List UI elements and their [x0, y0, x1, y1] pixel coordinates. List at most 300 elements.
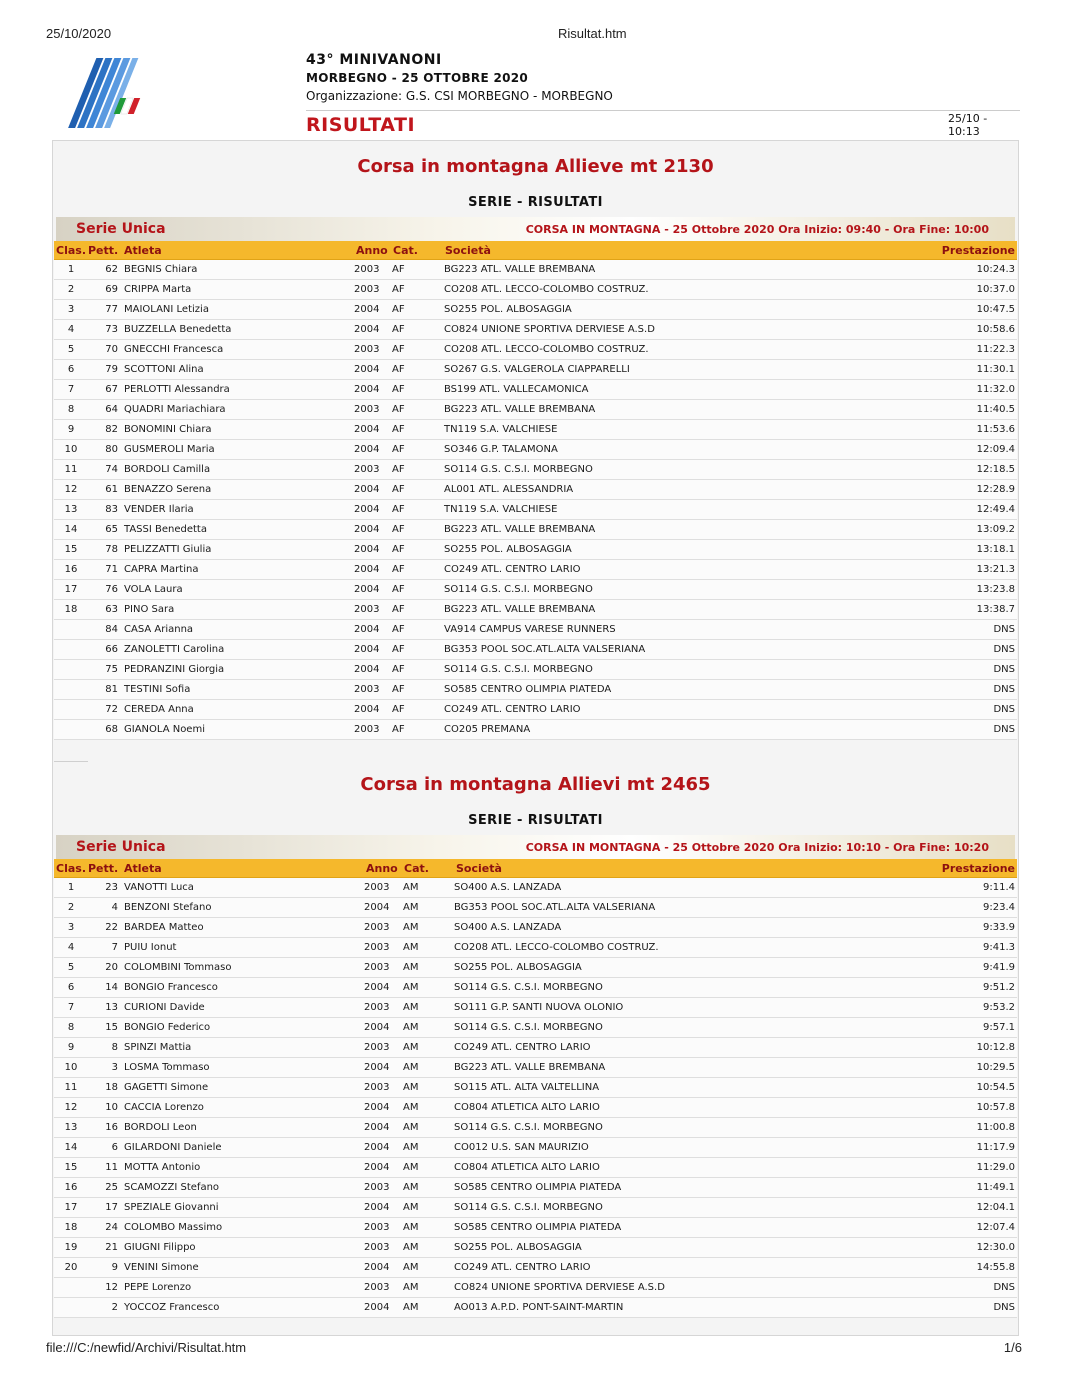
cell-cat: AF [392, 624, 405, 635]
event-title: 43° MINIVANONI [306, 52, 442, 68]
serie-bar [56, 217, 1015, 241]
cell-prestazione: DNS [993, 644, 1015, 655]
cell-pett: 14 [105, 982, 118, 993]
cell-prestazione: 10:57.8 [976, 1102, 1015, 1113]
event-subtitle: MORBEGNO - 25 OTTOBRE 2020 [306, 71, 529, 85]
cell-atleta: COLOMBO Massimo [124, 1222, 223, 1233]
cell-anno: 2003 [364, 1282, 390, 1293]
cell-societa: SO255 POL. ALBOSAGGIA [444, 544, 572, 555]
cell-prestazione: 11:32.0 [976, 384, 1015, 395]
cell-atleta: BONGIO Francesco [124, 982, 218, 993]
cell-clas: 9 [67, 1042, 75, 1053]
cell-cat: AF [392, 304, 405, 315]
cell-cat: AM [403, 1162, 419, 1173]
cell-clas: 6 [67, 364, 75, 375]
cell-cat: AF [392, 284, 405, 295]
cell-pett: 73 [105, 324, 118, 335]
cell-societa: SO115 ATL. ALTA VALTELLINA [454, 1082, 600, 1093]
cell-clas: 12 [64, 1102, 78, 1113]
cell-atleta: VOLA Laura [124, 584, 183, 595]
cell-societa: SO585 CENTRO OLIMPIA PIATEDA [454, 1182, 622, 1193]
cell-prestazione: DNS [993, 724, 1015, 735]
cell-atleta: PINO Sara [124, 604, 175, 615]
cell-anno: 2004 [364, 1142, 390, 1153]
cell-societa: CO208 ATL. LECCO-COLOMBO COSTRUZ. [454, 942, 659, 953]
cell-anno: 2004 [364, 1162, 390, 1173]
timestamp-date: 25/10 - [948, 112, 988, 125]
cell-cat: AM [403, 1042, 419, 1053]
cell-anno: 2004 [364, 982, 390, 993]
cell-atleta: COLOMBINI Tommaso [124, 962, 232, 973]
cell-anno: 2004 [354, 624, 380, 635]
cell-cat: AF [392, 524, 405, 535]
cell-pett: 75 [105, 664, 118, 675]
table-row [54, 878, 1017, 898]
cell-anno: 2003 [364, 1182, 390, 1193]
cell-clas: 10 [64, 444, 78, 455]
cell-societa: SO267 G.S. VALGEROLA CIAPPARELLI [444, 364, 630, 375]
table-row [54, 280, 1017, 300]
cell-prestazione: 11:30.1 [976, 364, 1015, 375]
cell-clas: 3 [67, 304, 75, 315]
cell-pett: 65 [105, 524, 118, 535]
cell-anno: 2003 [354, 724, 380, 735]
table-row [54, 1218, 1017, 1238]
cell-clas: 18 [64, 1222, 78, 1233]
table-row [54, 1258, 1017, 1278]
cell-societa: VA914 CAMPUS VARESE RUNNERS [444, 624, 616, 635]
cell-atleta: BEGNIS Chiara [124, 264, 198, 275]
cell-cat: AM [403, 942, 419, 953]
cell-anno: 2004 [354, 364, 380, 375]
cell-prestazione: 9:23.4 [983, 902, 1015, 913]
serie-info: CORSA IN MONTAGNA - 25 Ottobre 2020 Ora Inizio: 10:10 - Ora Fine: 10:20 [525, 841, 989, 854]
cell-prestazione: 10:29.5 [976, 1062, 1015, 1073]
table-row [54, 580, 1017, 600]
cell-atleta: GUSMEROLI Maria [124, 444, 215, 455]
cell-clas: 5 [67, 344, 75, 355]
table-row [54, 918, 1017, 938]
cell-cat: AF [392, 604, 405, 615]
cell-societa: CO249 ATL. CENTRO LARIO [444, 564, 581, 575]
event-organizer: Organizzazione: G.S. CSI MORBEGNO - MORBEGNO [306, 89, 613, 103]
col-pett: Pett. [88, 244, 119, 257]
cell-societa: CO824 UNIONE SPORTIVA DERVIESE A.S.D [454, 1282, 665, 1293]
cell-prestazione: 9:41.3 [983, 942, 1015, 953]
cell-atleta: ZANOLETTI Carolina [124, 644, 225, 655]
cell-atleta: BONOMINI Chiara [124, 424, 212, 435]
cell-atleta: VANOTTI Luca [124, 882, 194, 893]
cell-prestazione: 12:04.1 [976, 1202, 1015, 1213]
cell-pett: 6 [111, 1142, 118, 1153]
results-heading: RISULTATI [306, 114, 416, 136]
cell-cat: AM [403, 1142, 419, 1153]
table-row [54, 380, 1017, 400]
cell-societa: CO012 U.S. SAN MAURIZIO [454, 1142, 589, 1153]
cell-pett: 24 [105, 1222, 118, 1233]
cell-atleta: CACCIA Lorenzo [124, 1102, 204, 1113]
table-row [54, 680, 1017, 700]
cell-atleta: GNECCHI Francesca [124, 344, 224, 355]
print-filename: Risultat.htm [558, 26, 627, 41]
cell-prestazione: 12:07.4 [976, 1222, 1015, 1233]
cell-clas: 6 [67, 982, 75, 993]
cell-prestazione: 11:49.1 [976, 1182, 1015, 1193]
cell-atleta: PEDRANZINI Giorgia [124, 664, 225, 675]
cell-anno: 2003 [364, 1002, 390, 1013]
cell-cat: AF [392, 644, 405, 655]
table-row [54, 540, 1017, 560]
cell-societa: TN119 S.A. VALCHIESE [444, 504, 558, 515]
cell-clas: 1 [67, 264, 75, 275]
cell-prestazione: 12:18.5 [976, 464, 1015, 475]
cell-prestazione: 11:17.9 [976, 1142, 1015, 1153]
print-footer-url: file:///C:/newfid/Archivi/Risultat.htm [46, 1340, 247, 1355]
cell-cat: AF [392, 464, 405, 475]
cell-anno: 2004 [364, 1302, 390, 1313]
table-row [54, 640, 1017, 660]
table-row [54, 1098, 1017, 1118]
serie-info: CORSA IN MONTAGNA - 25 Ottobre 2020 Ora Inizio: 09:40 - Ora Fine: 10:00 [525, 223, 989, 236]
cell-clas: 19 [64, 1242, 78, 1253]
cell-cat: AF [392, 444, 405, 455]
print-footer-page: 1/6 [1003, 1340, 1022, 1355]
cell-prestazione: 13:21.3 [976, 564, 1015, 575]
table-row [54, 1158, 1017, 1178]
cell-prestazione: 9:53.2 [983, 1002, 1015, 1013]
cell-cat: AF [392, 724, 405, 735]
cell-anno: 2003 [354, 284, 380, 295]
cell-atleta: SPEZIALE Giovanni [124, 1202, 219, 1213]
cell-anno: 2003 [354, 604, 380, 615]
cell-societa: BG223 ATL. VALLE BREMBANA [444, 604, 596, 615]
cell-pett: 23 [105, 882, 118, 893]
table-row [54, 1038, 1017, 1058]
cell-prestazione: DNS [993, 1282, 1015, 1293]
col-anno: Anno [366, 862, 398, 875]
cell-clas: 3 [67, 922, 75, 933]
cell-prestazione: 12:49.4 [976, 504, 1015, 515]
cell-prestazione: 11:40.5 [976, 404, 1015, 415]
cell-societa: AO013 A.P.D. PONT-SAINT-MARTIN [454, 1302, 624, 1313]
cell-cat: AF [392, 584, 405, 595]
cell-clas: 4 [67, 324, 75, 335]
cell-societa: AL001 ATL. ALESSANDRIA [444, 484, 574, 495]
cell-anno: 2004 [354, 484, 380, 495]
cell-atleta: SCAMOZZI Stefano [124, 1182, 220, 1193]
cell-cat: AM [403, 982, 419, 993]
cell-clas: 11 [64, 1082, 78, 1093]
cell-prestazione: DNS [993, 664, 1015, 675]
cell-anno: 2003 [364, 1082, 390, 1093]
cell-pett: 12 [105, 1282, 118, 1293]
cell-cat: AF [392, 504, 405, 515]
cell-anno: 2004 [354, 424, 380, 435]
cell-anno: 2004 [364, 1202, 390, 1213]
cell-societa: SO400 A.S. LANZADA [454, 922, 562, 933]
cell-clas: 11 [64, 464, 78, 475]
cell-societa: SO114 G.S. C.S.I. MORBEGNO [454, 1022, 603, 1033]
cell-prestazione: 10:24.3 [976, 264, 1015, 275]
cell-cat: AM [403, 1182, 419, 1193]
table-row [54, 660, 1017, 680]
cell-cat: AF [392, 684, 405, 695]
table-row [54, 340, 1017, 360]
table-row [54, 958, 1017, 978]
cell-pett: 7 [111, 942, 118, 953]
cell-atleta: GIANOLA Noemi [124, 724, 205, 735]
cell-cat: AM [403, 962, 419, 973]
cell-prestazione: 13:18.1 [976, 544, 1015, 555]
cell-clas: 13 [64, 1122, 78, 1133]
cell-atleta: SPINZI Mattia [124, 1042, 192, 1053]
cell-clas: 2 [67, 902, 75, 913]
cell-clas: 20 [64, 1262, 78, 1273]
table-row [54, 700, 1017, 720]
cell-cat: AF [392, 424, 405, 435]
cell-anno: 2004 [354, 384, 380, 395]
fidal-logo [62, 54, 166, 134]
cell-anno: 2003 [364, 882, 390, 893]
cell-pett: 16 [105, 1122, 118, 1133]
cell-atleta: PERLOTTI Alessandra [124, 384, 230, 395]
cell-clas: 7 [67, 1002, 75, 1013]
cell-atleta: CAPRA Martina [124, 564, 199, 575]
cell-atleta: SCOTTONI Alina [124, 364, 204, 375]
cell-prestazione: 12:09.4 [976, 444, 1015, 455]
cell-prestazione: 10:47.5 [976, 304, 1015, 315]
cell-anno: 2003 [364, 1222, 390, 1233]
cell-prestazione: 13:23.8 [976, 584, 1015, 595]
print-date: 25/10/2020 [46, 26, 112, 41]
cell-prestazione: 10:12.8 [976, 1042, 1015, 1053]
cell-pett: 25 [105, 1182, 118, 1193]
cell-pett: 3 [111, 1062, 118, 1073]
cell-anno: 2004 [354, 704, 380, 715]
cell-clas: 8 [67, 1022, 75, 1033]
cell-anno: 2003 [364, 922, 390, 933]
cell-prestazione: 10:58.6 [976, 324, 1015, 335]
cell-atleta: GIUGNI Filippo [124, 1242, 196, 1253]
cell-cat: AM [403, 1062, 419, 1073]
cell-cat: AM [403, 1122, 419, 1133]
cell-pett: 20 [105, 962, 118, 973]
col-cat: Cat. [404, 862, 429, 875]
cell-clas: 15 [64, 1162, 78, 1173]
cell-atleta: CASA Arianna [124, 624, 194, 635]
cell-societa: SO114 G.S. C.S.I. MORBEGNO [454, 1202, 603, 1213]
cell-societa: BG223 ATL. VALLE BREMBANA [444, 264, 596, 275]
cell-atleta: TASSI Benedetta [124, 524, 207, 535]
cell-societa: SO114 G.S. C.S.I. MORBEGNO [454, 982, 603, 993]
cell-clas: 17 [64, 584, 78, 595]
cell-atleta: LOSMA Tommaso [124, 1062, 210, 1073]
cell-societa: BG353 POOL SOC.ATL.ALTA VALSERIANA [454, 902, 656, 913]
cell-societa: SO114 G.S. C.S.I. MORBEGNO [444, 664, 593, 675]
cell-pett: 15 [105, 1022, 118, 1033]
cell-cat: AM [403, 1222, 419, 1233]
col-pett: Pett. [88, 862, 119, 875]
cell-atleta: CEREDA Anna [124, 704, 194, 715]
cell-anno: 2003 [364, 962, 390, 973]
col-clas: Clas. [56, 244, 86, 257]
cell-pett: 64 [105, 404, 118, 415]
cell-atleta: VENINI Simone [124, 1262, 199, 1273]
cell-pett: 21 [105, 1242, 118, 1253]
cell-pett: 8 [111, 1042, 118, 1053]
cell-pett: 70 [105, 344, 118, 355]
table-row [54, 998, 1017, 1018]
cell-pett: 4 [111, 902, 118, 913]
table-row [54, 1118, 1017, 1138]
cell-societa: BS199 ATL. VALLECAMONICA [444, 384, 589, 395]
cell-pett: 9 [111, 1262, 118, 1273]
cell-cat: AM [403, 902, 419, 913]
cell-societa: SO114 G.S. C.S.I. MORBEGNO [444, 464, 593, 475]
race-section [52, 152, 1019, 740]
cell-pett: 11 [105, 1162, 118, 1173]
cell-anno: 2004 [354, 524, 380, 535]
cell-societa: BG223 ATL. VALLE BREMBANA [444, 524, 596, 535]
cell-prestazione: 9:57.1 [983, 1022, 1015, 1033]
cell-pett: 80 [105, 444, 118, 455]
cell-cat: AM [403, 1282, 419, 1293]
cell-atleta: BONGIO Federico [124, 1022, 211, 1033]
cell-societa: SO111 G.P. SANTI NUOVA OLONIO [454, 1002, 624, 1013]
cell-atleta: PUIU Ionut [124, 942, 177, 953]
cell-anno: 2004 [364, 1062, 390, 1073]
cell-anno: 2004 [354, 584, 380, 595]
cell-anno: 2003 [364, 1042, 390, 1053]
cell-anno: 2004 [364, 902, 390, 913]
cell-pett: 18 [105, 1082, 118, 1093]
cell-pett: 66 [105, 644, 118, 655]
cell-prestazione: 11:22.3 [976, 344, 1015, 355]
cell-pett: 81 [105, 684, 118, 695]
cell-cat: AF [392, 564, 405, 575]
cell-pett: 76 [105, 584, 118, 595]
cell-anno: 2003 [354, 264, 380, 275]
cell-atleta: GAGETTI Simone [124, 1082, 209, 1093]
table-row [54, 500, 1017, 520]
cell-prestazione: 9:51.2 [983, 982, 1015, 993]
cell-cat: AM [403, 1002, 419, 1013]
cell-societa: CO249 ATL. CENTRO LARIO [444, 704, 581, 715]
cell-pett: 82 [105, 424, 118, 435]
cell-clas: 8 [67, 404, 75, 415]
table-row [54, 898, 1017, 918]
cell-societa: SO400 A.S. LANZADA [454, 882, 562, 893]
cell-societa: BG223 ATL. VALLE BREMBANA [454, 1062, 606, 1073]
cell-cat: AF [392, 484, 405, 495]
table-row [54, 440, 1017, 460]
col-prestazione: Prestazione [941, 862, 1015, 875]
cell-cat: AM [403, 1102, 419, 1113]
cell-prestazione: 11:00.8 [976, 1122, 1015, 1133]
table-row [54, 460, 1017, 480]
cell-societa: SO255 POL. ALBOSAGGIA [454, 962, 582, 973]
col-cat: Cat. [393, 244, 418, 257]
col-societa: Società [456, 862, 502, 875]
table-row [54, 1198, 1017, 1218]
cell-cat: AF [392, 324, 405, 335]
cell-atleta: BORDOLI Camilla [124, 464, 211, 475]
cell-pett: 67 [105, 384, 118, 395]
cell-atleta: MOTTA Antonio [124, 1162, 201, 1173]
cell-clas: 4 [67, 942, 75, 953]
table-header [54, 241, 1017, 260]
cell-clas: 1 [67, 882, 75, 893]
cell-clas: 17 [64, 1202, 78, 1213]
cell-pett: 10 [105, 1102, 118, 1113]
cell-clas: 9 [67, 424, 75, 435]
cell-anno: 2003 [364, 942, 390, 953]
cell-prestazione: DNS [993, 624, 1015, 635]
cell-anno: 2004 [364, 1262, 390, 1273]
col-clas: Clas. [56, 862, 86, 875]
cell-anno: 2003 [354, 344, 380, 355]
cell-cat: AM [403, 1242, 419, 1253]
cell-pett: 61 [105, 484, 118, 495]
serie-heading: SERIE - RISULTATI [468, 195, 603, 210]
col-atleta: Atleta [124, 862, 162, 875]
timestamp-time: 10:13 [948, 125, 980, 138]
cell-prestazione: 9:41.9 [983, 962, 1015, 973]
cell-anno: 2004 [364, 1102, 390, 1113]
cell-prestazione: 10:54.5 [976, 1082, 1015, 1093]
table-row [54, 1298, 1017, 1318]
table-header [54, 859, 1017, 878]
cell-cat: AM [403, 1262, 419, 1273]
cell-cat: AM [403, 1022, 419, 1033]
cell-atleta: CURIONI Davide [124, 1002, 205, 1013]
cell-clas: 5 [67, 962, 75, 973]
table-row [54, 360, 1017, 380]
cell-prestazione: 11:29.0 [976, 1162, 1015, 1173]
col-anno: Anno [356, 244, 388, 257]
cell-pett: 13 [105, 1002, 118, 1013]
cell-societa: CO208 ATL. LECCO-COLOMBO COSTRUZ. [444, 284, 649, 295]
cell-pett: 2 [111, 1302, 118, 1313]
cell-societa: CO249 ATL. CENTRO LARIO [454, 1262, 591, 1273]
cell-cat: AM [403, 882, 419, 893]
cell-atleta: MAIOLANI Letizia [124, 304, 209, 315]
cell-prestazione: 13:09.2 [976, 524, 1015, 535]
serie-name: Serie Unica [76, 839, 166, 855]
cell-prestazione: 12:28.9 [976, 484, 1015, 495]
cell-clas: 12 [64, 484, 78, 495]
cell-societa: CO804 ATLETICA ALTO LARIO [454, 1102, 600, 1113]
cell-anno: 2003 [364, 1242, 390, 1253]
section-separator [54, 761, 88, 762]
cell-anno: 2004 [354, 564, 380, 575]
cell-pett: 78 [105, 544, 118, 555]
cell-anno: 2004 [364, 1022, 390, 1033]
cell-prestazione: 11:53.6 [976, 424, 1015, 435]
cell-societa: CO824 UNIONE SPORTIVA DERVIESE A.S.D [444, 324, 655, 335]
cell-prestazione: 12:30.0 [976, 1242, 1015, 1253]
cell-societa: SO585 CENTRO OLIMPIA PIATEDA [454, 1222, 622, 1233]
cell-anno: 2003 [354, 464, 380, 475]
race-section [52, 770, 1019, 1318]
cell-prestazione: 14:55.8 [976, 1262, 1015, 1273]
cell-pett: 71 [105, 564, 118, 575]
cell-atleta: TESTINI Sofia [124, 684, 191, 695]
table-row [54, 400, 1017, 420]
cell-cat: AF [392, 704, 405, 715]
cell-prestazione: 13:38.7 [976, 604, 1015, 615]
cell-cat: AM [403, 922, 419, 933]
